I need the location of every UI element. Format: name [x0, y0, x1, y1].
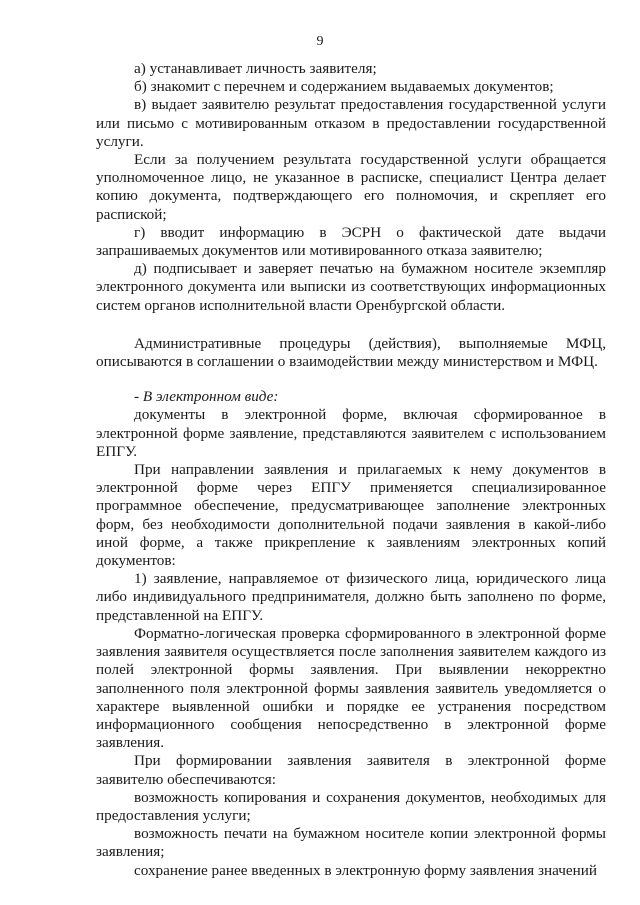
- paragraph-item-g: г) вводит информацию в ЭСРН о фактической дате выдачи запрашиваемых документов или мотивированного отказа заявителю;: [96, 223, 606, 260]
- list-item-copying: возможность копирования и сохранения документов, необходимых для предоставления услуги;: [96, 788, 606, 824]
- section-heading-electronic: - В электронном виде:: [134, 388, 279, 406]
- page-number: 9: [316, 34, 324, 49]
- paragraph-format-check: Форматно-логическая проверка сформированного в электронной форме заявления заявителя осуществляется после заполнения заявителем каждого из полей электронной формы заявления. При выявлении некорректно заполненного поля электронной формы заявления заявитель уведомляется о характере выявленной ошибки и порядке ее устранения посредством информационного сообщения непосредственно в электронной форме заявления.: [96, 624, 606, 752]
- paragraph-mfc-procedures: Административные процедуры (действия), выполняемые МФЦ, описываются в соглашении о взаимодействии между министерством и МФЦ.: [96, 334, 606, 371]
- list-item-printing: возможность печати на бумажном носителе копии электронной формы заявления;: [96, 825, 606, 861]
- paragraph-item-b: б) знакомит с перечнем и содержанием выдаваемых документов;: [134, 78, 554, 96]
- list-item-saving: сохранение ранее введенных в электронную форму заявления значений: [134, 861, 597, 879]
- document-body: [96, 60, 606, 880]
- paragraph-epgu-submission: При направлении заявления и прилагаемых к нему документов в электронной форме через ЕПГУ применяется специализированное программное обеспечение, предусматривающее заполнение электронных форм, без необходимости дополнительной подачи заявления в какой-либо иной форме, а также прикрепление к заявлениям электронных копий документов:: [96, 461, 606, 570]
- paragraph-electronic-documents: документы в электронной форме, включая сформированное в электронной форме заявление, представляются заявителем с использованием ЕПГУ.: [96, 406, 606, 460]
- paragraph-item-a: а) устанавливает личность заявителя;: [134, 60, 377, 77]
- paragraph-item-1: 1) заявление, направляемое от физического лица, юридического лица либо индивидуального предпринимателя, должно быть заполнено по форме, представленной на ЕПГУ.: [96, 570, 606, 624]
- paragraph-form-provisions: При формировании заявления заявителя в электронной форме заявителю обеспечиваются:: [96, 752, 606, 788]
- paragraph-item-d: д) подписывает и заверяет печатью на бумажном носителе экземпляр электронного документа или выписки из соответствующих информационных систем органов исполнительной власти Оренбургской области.: [96, 260, 606, 314]
- paragraph-authorized-person: Если за получением результата государственной услуги обращается уполномоченное лицо, не указанное в расписке, специалист Центра делает копию документа, подтверждающего его полномочия, и скрепляет его распиской;: [96, 151, 606, 223]
- paragraph-item-v: в) выдает заявителю результат предоставления государственной услуги или письмо с мотивированным отказом в предоставлении государственной услуги.: [96, 96, 606, 150]
